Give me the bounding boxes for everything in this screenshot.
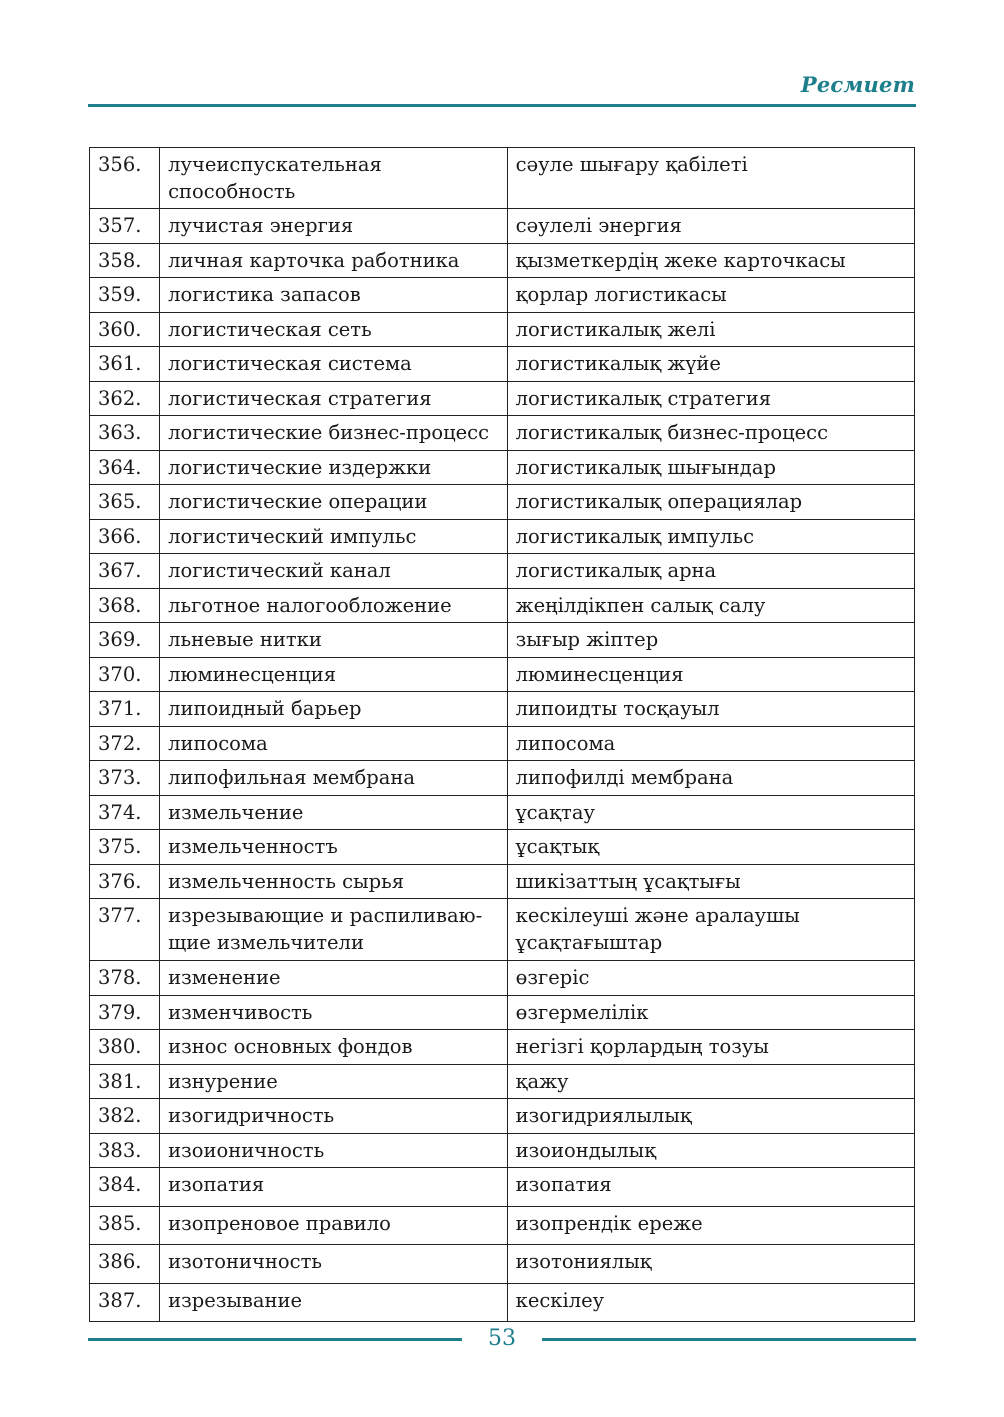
term-kazakh: ұсақтау [507, 795, 914, 830]
row-number: 382. [90, 1099, 160, 1134]
header-rule [88, 104, 916, 107]
term-russian: лучеиспускательная способность [160, 148, 508, 209]
table-row [90, 1030, 915, 1065]
row-number: 367. [90, 554, 160, 589]
term-kazakh: логистикалық стратегия [507, 381, 914, 416]
row-number: 374. [90, 795, 160, 830]
term-russian: липофильная мембрана [160, 761, 508, 796]
table-row [90, 416, 915, 451]
term-kazakh: сәулелі энергия [507, 209, 914, 244]
table-row [90, 1206, 915, 1245]
term-russian: льневые нитки [160, 623, 508, 658]
table-row [90, 485, 915, 520]
row-number: 386. [90, 1245, 160, 1284]
term-russian: личная карточка работника [160, 243, 508, 278]
row-number: 365. [90, 485, 160, 520]
page-number: 53 [488, 1326, 516, 1351]
row-number: 385. [90, 1206, 160, 1245]
table-row [90, 961, 915, 996]
table-row [90, 623, 915, 658]
table-row [90, 1168, 915, 1207]
term-russian: липосома [160, 726, 508, 761]
term-kazakh: қорлар логистикасы [507, 278, 914, 313]
row-number: 366. [90, 519, 160, 554]
table-row [90, 864, 915, 899]
term-russian: измельченность сырья [160, 864, 508, 899]
row-number: 380. [90, 1030, 160, 1065]
table-row [90, 1283, 915, 1322]
row-number: 368. [90, 588, 160, 623]
term-russian: логистическая сеть [160, 312, 508, 347]
term-russian: изменчивость [160, 995, 508, 1030]
table-row [90, 243, 915, 278]
row-number: 358. [90, 243, 160, 278]
table-row [90, 761, 915, 796]
term-kazakh: өзгеріс [507, 961, 914, 996]
term-russian: люминесценция [160, 657, 508, 692]
term-kazakh: липофилді мембрана [507, 761, 914, 796]
table-row [90, 1064, 915, 1099]
term-russian: изменение [160, 961, 508, 996]
term-russian: изопатия [160, 1168, 508, 1207]
term-kazakh: логистикалық бизнес-процесс [507, 416, 914, 451]
term-kazakh: люминесценция [507, 657, 914, 692]
row-number: 381. [90, 1064, 160, 1099]
term-russian: изопреновое правило [160, 1206, 508, 1245]
term-kazakh: кескілеу [507, 1283, 914, 1322]
term-kazakh: негізгі қорлардың тозуы [507, 1030, 914, 1065]
table-row [90, 1245, 915, 1284]
term-russian: изоионичность [160, 1133, 508, 1168]
table-row [90, 1133, 915, 1168]
table-row [90, 450, 915, 485]
table-row [90, 795, 915, 830]
table-row [90, 657, 915, 692]
term-kazakh: липосома [507, 726, 914, 761]
footer-rule-right [542, 1338, 916, 1341]
row-number: 370. [90, 657, 160, 692]
term-kazakh: изоиондылық [507, 1133, 914, 1168]
glossary-table [89, 147, 915, 1322]
row-number: 383. [90, 1133, 160, 1168]
row-number: 369. [90, 623, 160, 658]
term-russian: изогидричность [160, 1099, 508, 1134]
table-row [90, 278, 915, 313]
term-kazakh: ұсақтық [507, 830, 914, 865]
term-kazakh: изогидриялылық [507, 1099, 914, 1134]
term-kazakh: кескілеуші және аралаушы ұсақтағыштар [507, 899, 914, 961]
term-russian: изнурение [160, 1064, 508, 1099]
term-kazakh: зығыр жіптер [507, 623, 914, 658]
term-kazakh: логистикалық желі [507, 312, 914, 347]
term-russian: измельченностъ [160, 830, 508, 865]
row-number: 371. [90, 692, 160, 727]
term-russian: изрезывающие и распиливаю-щие измельчители [160, 899, 508, 961]
term-kazakh: логистикалық шығындар [507, 450, 914, 485]
term-russian: изрезывание [160, 1283, 508, 1322]
term-kazakh: логистикалық операциялар [507, 485, 914, 520]
row-number: 363. [90, 416, 160, 451]
row-number: 361. [90, 347, 160, 382]
table-row [90, 148, 915, 209]
row-number: 362. [90, 381, 160, 416]
term-kazakh: өзгермелілік [507, 995, 914, 1030]
term-russian: логистические операции [160, 485, 508, 520]
term-russian: лучистая энергия [160, 209, 508, 244]
term-russian: липоидный барьер [160, 692, 508, 727]
row-number: 378. [90, 961, 160, 996]
row-number: 372. [90, 726, 160, 761]
term-russian: логистическая система [160, 347, 508, 382]
term-russian: логистическая стратегия [160, 381, 508, 416]
row-number: 357. [90, 209, 160, 244]
row-number: 364. [90, 450, 160, 485]
term-kazakh: шикізаттың ұсақтығы [507, 864, 914, 899]
table-row [90, 209, 915, 244]
term-kazakh: липоидты тосқауыл [507, 692, 914, 727]
term-kazakh: логистикалық арна [507, 554, 914, 589]
term-russian: измельчение [160, 795, 508, 830]
term-russian: логистика запасов [160, 278, 508, 313]
term-russian: логистический канал [160, 554, 508, 589]
term-russian: логистические бизнес-процесс [160, 416, 508, 451]
term-kazakh: изотониялық [507, 1245, 914, 1284]
row-number: 375. [90, 830, 160, 865]
row-number: 359. [90, 278, 160, 313]
row-number: 384. [90, 1168, 160, 1207]
row-number: 379. [90, 995, 160, 1030]
term-kazakh: изопрендік ереже [507, 1206, 914, 1245]
row-number: 376. [90, 864, 160, 899]
table-row [90, 554, 915, 589]
glossary-body [90, 148, 915, 1322]
table-row [90, 519, 915, 554]
table-row [90, 995, 915, 1030]
table-row [90, 381, 915, 416]
table-row [90, 588, 915, 623]
table-row [90, 830, 915, 865]
row-number: 377. [90, 899, 160, 961]
term-kazakh: логистикалық импульс [507, 519, 914, 554]
table-row [90, 692, 915, 727]
term-russian: льготное налогообложение [160, 588, 508, 623]
running-title: Ресмиет [800, 72, 915, 97]
term-russian: изотоничность [160, 1245, 508, 1284]
row-number: 387. [90, 1283, 160, 1322]
term-kazakh: логистикалық жүйе [507, 347, 914, 382]
table-row [90, 312, 915, 347]
term-russian: логистические издержки [160, 450, 508, 485]
term-kazakh: қызметкердің жеке карточкасы [507, 243, 914, 278]
term-kazakh: жеңілдікпен салық салу [507, 588, 914, 623]
term-kazakh: қажу [507, 1064, 914, 1099]
term-russian: логистический импульс [160, 519, 508, 554]
row-number: 356. [90, 148, 160, 209]
term-russian: износ основных фондов [160, 1030, 508, 1065]
table-row [90, 1099, 915, 1134]
term-kazakh: изопатия [507, 1168, 914, 1207]
term-kazakh: сәуле шығару қабілеті [507, 148, 914, 209]
table-row [90, 899, 915, 961]
row-number: 360. [90, 312, 160, 347]
footer-rule-left [88, 1338, 462, 1341]
table-row [90, 726, 915, 761]
table-row [90, 347, 915, 382]
row-number: 373. [90, 761, 160, 796]
